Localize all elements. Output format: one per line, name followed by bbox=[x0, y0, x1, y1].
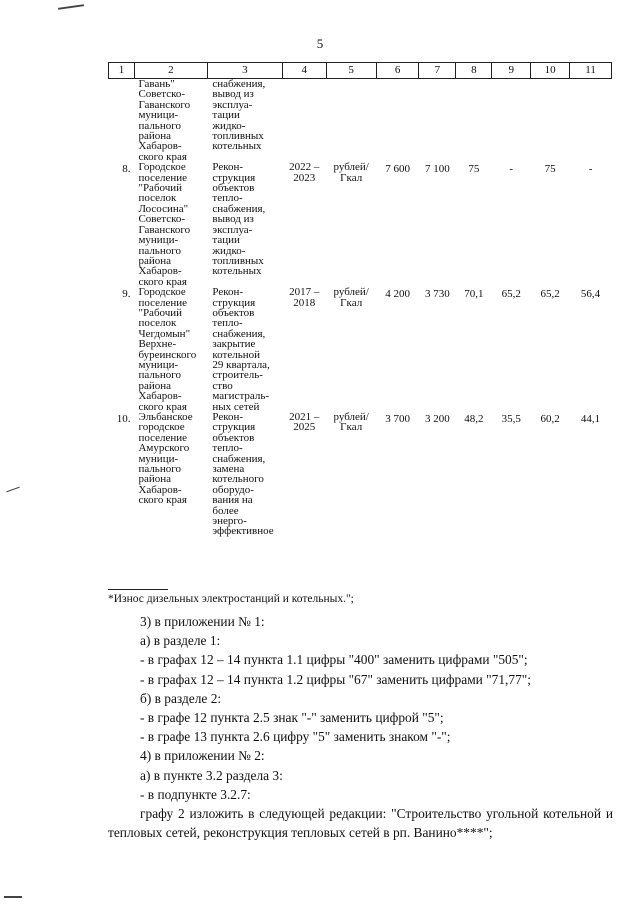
measure-description-line: Рекон- bbox=[212, 161, 244, 174]
measure-description-line: тепло- bbox=[212, 317, 243, 330]
measure-description-line: снабжения, bbox=[212, 327, 266, 340]
measure-description bbox=[207, 412, 282, 537]
measure-description-line: строитель- bbox=[212, 369, 263, 382]
measure-description-line: тепло- bbox=[212, 442, 243, 455]
paragraph: - в подпункте 3.2.7: bbox=[140, 786, 251, 802]
period-line: 2017 – bbox=[289, 286, 320, 299]
settlement-name-line: ского края bbox=[138, 150, 187, 163]
settlement-name-line: Эльбанское bbox=[138, 411, 193, 423]
settlement-name bbox=[134, 162, 207, 287]
measure-description bbox=[207, 162, 282, 287]
settlement-name-line: Чегдомын" bbox=[138, 327, 191, 340]
value-v11 bbox=[570, 79, 612, 163]
unit-line: Гкал bbox=[340, 171, 363, 184]
value-v7 bbox=[419, 79, 456, 163]
column-header-9: 9 bbox=[492, 63, 531, 79]
settlement-name-line: поселок bbox=[138, 317, 177, 330]
measure-description-line: топливных bbox=[212, 130, 264, 143]
footnote: *Износ дизельных электростанций и котельных."; bbox=[108, 593, 354, 605]
measure-description-line: котельных bbox=[212, 265, 262, 278]
value-v8 bbox=[456, 79, 492, 163]
settlement-name-line: Гаванского bbox=[138, 223, 191, 236]
settlement-name-line: района bbox=[138, 130, 171, 143]
value-v6 bbox=[376, 79, 419, 163]
settlement-name-line: Хабаров- bbox=[138, 390, 182, 403]
unit bbox=[326, 412, 376, 537]
unit bbox=[326, 162, 376, 287]
value-v11: 44,1 bbox=[580, 413, 601, 425]
settlement-name-line: поселение bbox=[138, 171, 188, 184]
unit bbox=[326, 79, 376, 163]
settlement-name-line: Городское bbox=[138, 286, 186, 299]
value-v7: 3 730 bbox=[425, 288, 450, 301]
measure-description-line: жидко- bbox=[212, 244, 246, 257]
settlement-name-line: буреинского bbox=[138, 348, 197, 361]
paragraph: 4) в приложении № 2: bbox=[140, 748, 265, 764]
column-header-7: 7 bbox=[419, 63, 456, 79]
settlement-name-line: района bbox=[138, 254, 171, 267]
measure-description-line: объектов bbox=[212, 182, 255, 195]
measure-description-line: более bbox=[212, 504, 239, 517]
settlement-name-line: района bbox=[138, 473, 171, 486]
period-line: 2025 bbox=[293, 421, 316, 434]
measure-description-line: котельных bbox=[212, 140, 262, 153]
settlement-name-line: городское bbox=[138, 421, 185, 434]
value-v11: 56,4 bbox=[580, 288, 601, 301]
settlement-name-line: Советско- bbox=[138, 88, 186, 101]
paragraph: - в графах 12 – 14 пункта 1.1 цифры "400" заменить цифрами "505"; bbox=[140, 652, 528, 668]
measure-description-line: тепло- bbox=[212, 192, 243, 205]
paragraph: - в графе 12 пункта 2.5 знак "-" заменить цифрой "5"; bbox=[140, 710, 444, 726]
table-body bbox=[109, 79, 612, 537]
measure-description-line: 29 квартала, bbox=[212, 358, 270, 371]
period bbox=[282, 412, 326, 537]
measure-description-line: вывод из bbox=[212, 88, 254, 101]
settlement-name-line: "Рабочий bbox=[138, 306, 183, 319]
row-number: 10. bbox=[116, 413, 131, 425]
settlement-name-line: муници- bbox=[138, 452, 179, 465]
settlement-name-line: ского края bbox=[138, 494, 187, 507]
value-v8: 70,1 bbox=[464, 288, 484, 301]
period-line: 2018 bbox=[293, 296, 316, 309]
measure-description-line: оборудо- bbox=[212, 483, 254, 496]
column-header-3: 3 bbox=[207, 63, 282, 79]
column-header-5: 5 bbox=[326, 63, 376, 79]
measure-description-line: тации bbox=[212, 109, 240, 122]
settlement-name-line: поселение bbox=[138, 296, 188, 309]
unit-line: рублей/ bbox=[333, 411, 369, 423]
measure-description-line: вывод из bbox=[212, 213, 254, 226]
unit-line: рублей/ bbox=[333, 286, 369, 299]
settlement-name-line: пального bbox=[138, 119, 181, 132]
column-header-10: 10 bbox=[531, 63, 570, 79]
paragraph: а) в разделе 1: bbox=[140, 633, 221, 649]
settlement-name-line: пального bbox=[138, 463, 181, 476]
settlement-name-line: муници- bbox=[138, 109, 179, 122]
measure-description-line: жидко- bbox=[212, 119, 246, 132]
value-v7: 3 200 bbox=[425, 413, 450, 425]
settlement-name-line: Хабаров- bbox=[138, 265, 182, 278]
settlement-name-line: Советско- bbox=[138, 213, 186, 226]
scan-mark-top-left bbox=[58, 4, 84, 10]
settlement-name-line: пального bbox=[138, 244, 181, 257]
paragraph-final: графу 2 изложить в следующей редакции: "Строительство угольной котельной и тепловых сетей, реконструкция тепловых сетей в рп. Ванино****"; bbox=[108, 806, 613, 841]
column-header-2: 2 bbox=[134, 63, 207, 79]
row-number: 8. bbox=[122, 163, 131, 176]
value-v8: 48,2 bbox=[464, 413, 484, 425]
value-v6: 3 700 bbox=[385, 413, 410, 425]
value-v10: 60,2 bbox=[540, 413, 560, 425]
measure-description-line: Рекон- bbox=[212, 411, 244, 423]
unit bbox=[326, 287, 376, 412]
value-v9: 35,5 bbox=[501, 413, 521, 425]
measure-description bbox=[207, 79, 282, 163]
settlement-name-line: Гаванского bbox=[138, 98, 191, 111]
measure-description-line: струкция bbox=[212, 171, 256, 184]
measure-description-line: объектов bbox=[212, 306, 255, 319]
measure-description-line: эффективное bbox=[212, 525, 274, 538]
settlement-name bbox=[134, 79, 207, 163]
measure-description-line: замена bbox=[212, 463, 245, 476]
settlement-name bbox=[134, 287, 207, 412]
value-v10 bbox=[531, 79, 570, 163]
value-v6: 7 600 bbox=[385, 163, 410, 176]
page-number: 5 bbox=[316, 36, 324, 51]
period-line: 2022 – bbox=[289, 161, 320, 174]
period-line: 2021 – bbox=[289, 411, 320, 423]
table-row bbox=[109, 162, 612, 287]
value-v9 bbox=[492, 79, 531, 163]
settlement-name-line: поселение bbox=[138, 431, 188, 444]
value-v11: - bbox=[588, 163, 593, 176]
column-header-11: 11 bbox=[570, 63, 612, 79]
value-v6: 4 200 bbox=[385, 288, 410, 301]
measure-description-line: котельной bbox=[212, 348, 260, 361]
period bbox=[282, 79, 326, 163]
paragraph: 3) в приложении № 1: bbox=[140, 614, 265, 629]
measure-description-line: магистраль- bbox=[212, 390, 270, 403]
period bbox=[282, 287, 326, 412]
row-number: 9. bbox=[122, 288, 131, 301]
measure-description-line: снабжения, bbox=[212, 202, 266, 215]
settlement-name bbox=[134, 412, 207, 537]
unit-line: Гкал bbox=[340, 421, 363, 434]
measure-description-line: струкция bbox=[212, 296, 256, 309]
settlement-name-line: ского края bbox=[138, 400, 187, 413]
measure-description-line: снабжения, bbox=[212, 452, 266, 465]
value-v9: - bbox=[509, 163, 514, 176]
value-v7: 7 100 bbox=[425, 163, 450, 176]
settlement-name-line: Хабаров- bbox=[138, 140, 182, 153]
settlement-name-line: пального bbox=[138, 369, 181, 382]
measure-description-line: закрытие bbox=[212, 338, 256, 351]
column-header-6: 6 bbox=[376, 63, 419, 79]
measure-description-line: котельного bbox=[212, 473, 264, 486]
value-v10: 75 bbox=[544, 163, 556, 176]
unit-line: рублей/ bbox=[333, 161, 369, 174]
value-v10: 65,2 bbox=[540, 288, 560, 301]
measure-description-line: топливных bbox=[212, 254, 264, 267]
settlement-name-line: Верхне- bbox=[138, 338, 177, 351]
footnote-divider bbox=[108, 589, 168, 590]
measure-description-line: ство bbox=[212, 379, 233, 392]
measure-description-line: тации bbox=[212, 234, 240, 247]
settlement-name-line: "Рабочий bbox=[138, 182, 183, 195]
measure-description-line: Рекон- bbox=[212, 286, 244, 299]
table-row bbox=[109, 287, 612, 412]
data-table bbox=[108, 62, 612, 537]
paragraph: - в графе 13 пункта 2.6 цифру "5" заменить знаком "-"; bbox=[140, 729, 451, 745]
scan-mark-bottom-left bbox=[4, 896, 22, 898]
period-line: 2023 bbox=[293, 171, 316, 184]
settlement-name-line: Лососина" bbox=[138, 202, 189, 215]
settlement-name-line: ского края bbox=[138, 275, 187, 288]
settlement-name-line: Хабаров- bbox=[138, 483, 182, 496]
column-header-8: 8 bbox=[456, 63, 492, 79]
table-row bbox=[109, 412, 612, 537]
table-row bbox=[109, 79, 612, 163]
measure-description-line: энерго- bbox=[212, 515, 247, 528]
value-v8: 75 bbox=[468, 163, 480, 176]
settlement-name-line: муници- bbox=[138, 358, 179, 371]
measure-description-line: эксплуа- bbox=[212, 98, 253, 111]
measure-description-line: эксплуа- bbox=[212, 223, 253, 236]
value-v9: 65,2 bbox=[501, 288, 521, 301]
settlement-name-line: Городское bbox=[138, 161, 186, 174]
measure-description-line: снабжения, bbox=[212, 78, 266, 90]
settlement-name-line: Амурского bbox=[138, 442, 190, 455]
scan-mark-left bbox=[6, 487, 19, 493]
settlement-name-line: поселок bbox=[138, 192, 177, 205]
settlement-name-line: района bbox=[138, 379, 171, 392]
amendment-text bbox=[108, 612, 613, 842]
measure-description-line: объектов bbox=[212, 431, 255, 444]
column-header-4: 4 bbox=[282, 63, 326, 79]
paragraph: б) в разделе 2: bbox=[140, 690, 222, 706]
column-header-1: 1 bbox=[109, 63, 135, 79]
settlement-name-line: Гавань" bbox=[138, 78, 175, 90]
measure-description-line: струкция bbox=[212, 421, 256, 434]
settlement-name-line: муници- bbox=[138, 234, 179, 247]
measure-description bbox=[207, 287, 282, 412]
measure-description-line: ных сетей bbox=[212, 400, 260, 413]
table-header-row bbox=[109, 63, 612, 79]
unit-line: Гкал bbox=[340, 296, 363, 309]
measure-description-line: вания на bbox=[212, 494, 253, 507]
row-number bbox=[109, 79, 135, 163]
paragraph: а) в пункте 3.2 раздела 3: bbox=[140, 767, 283, 783]
paragraph: - в графах 12 – 14 пункта 1.2 цифры "67" заменить цифрами "71,77"; bbox=[140, 671, 531, 687]
period bbox=[282, 162, 326, 287]
